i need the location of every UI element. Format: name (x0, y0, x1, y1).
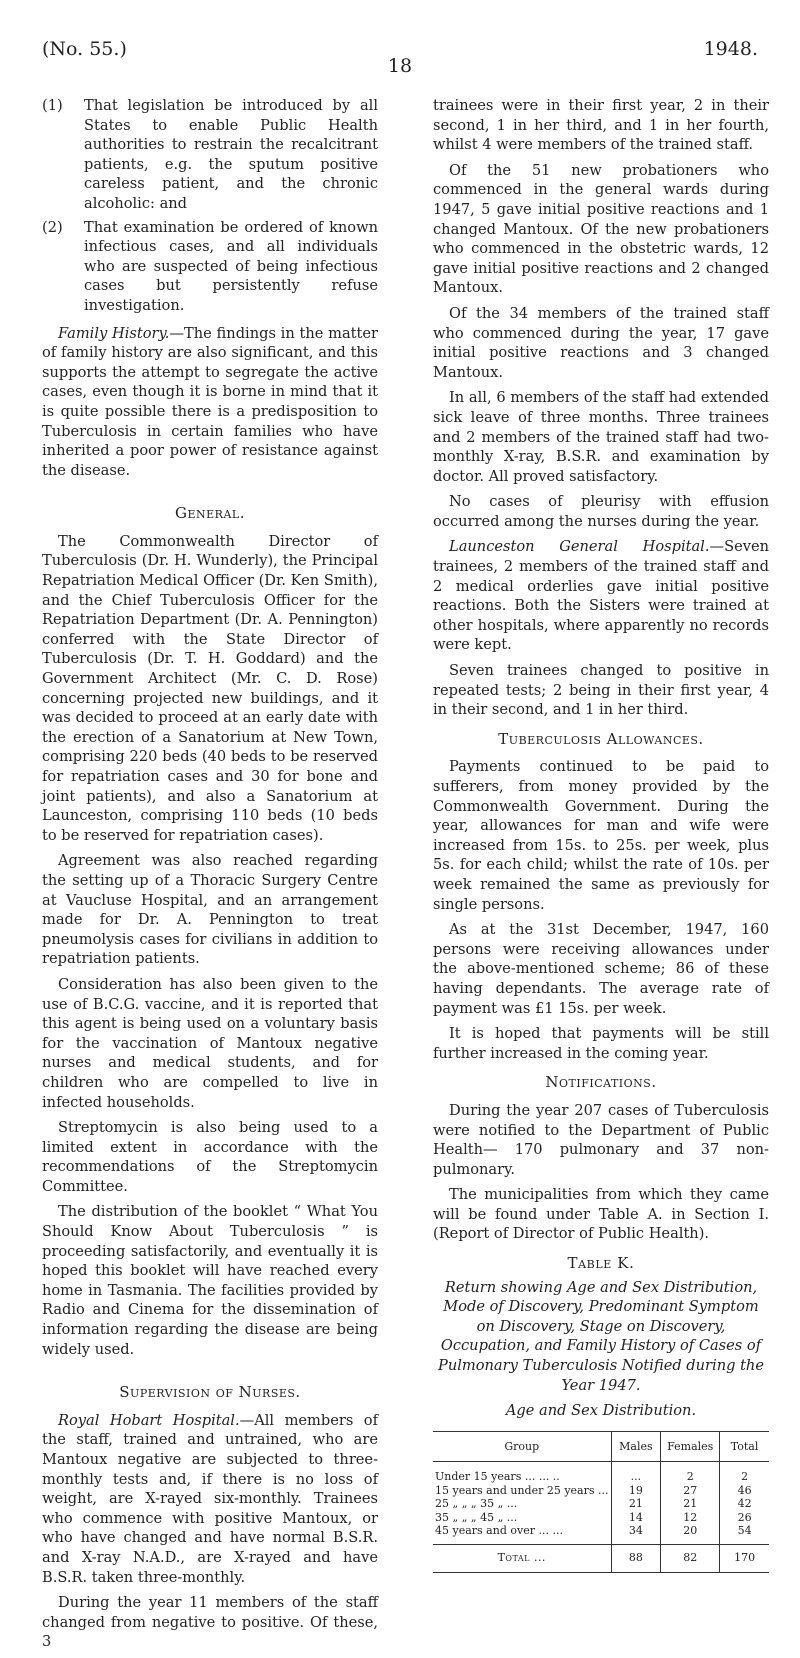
paragraph: The Commonwealth Director of Tuberculosis (Dr. H. Wunderly), the Principal Repatriation Medical Officer (Dr. Ken Smith), and the Chief Tuberculosis Officer for the Repatriation Department (Dr. A. Pennington) conferred with the State Director of Tuberculosis (Dr. T. H. Goddard) and the Government Architect (Mr. C. D. Rose) concerning projected new buildings, and it was decided to proceed at an early date with the erection of a Sanatorium at New Town, comprising 220 beds (40 beds to be reserved for repatriation cases and 30 for bone and joint patients), and also a Sanatorium at Launceston, comprising 110 beds (10 beds to be reserved for repatriation cases). (42, 532, 378, 844)
year-label: 1948. (703, 38, 758, 60)
paragraph: Streptomycin is also being used to a limited extent in accordance with the recommendations of the Streptomycin Committee. (42, 1119, 378, 1195)
table-row (433, 1511, 769, 1525)
family-history-text: —The findings in the matter of family history are also significant, and this supports the attempt to segregate the active cases, even though it is borne in mind that it is quite possible there is a predisposition to Tuberculosis in certain families who have inherited a poor power of resistance against the disease. (42, 324, 378, 479)
list-item-text: That legislation be introduced by all States to enable Public Health authorities to restrain the recalcitrant patients, e.g. the sputum positive careless patient, and the chronic alcoholic: and (84, 97, 378, 212)
paragraph: Of the 34 members of the trained staff who commenced during the year, 17 gave initial positive reactions and 3 changed Mantoux. (433, 304, 769, 381)
list-item-text: That examination be ordered of known infectious cases, and all individuals who are suspected of being infectious cases but persistently refuse investigation. (84, 218, 378, 314)
cell-females: 2 (661, 1462, 720, 1484)
paragraph: Payments continued to be paid to sufferers, from money provided by the Commonwealth Government. During the year, allowances for man and wife were increased from 15s. to 25s. per week, plus 5s. for each child; whilst the rate of 10s. per week remained the same as previously for single persons. (433, 758, 769, 913)
paragraph: Consideration has also been given to the use of B.C.G. vaccine, and it is reported that this agent is being used on a voluntary basis for the vaccination of Mantoux negative nurses and medical students, and for children who are compelled to live in infected households. (42, 975, 378, 1111)
notifications-heading: Notifications. (545, 1073, 657, 1092)
cell-males: ... (611, 1462, 661, 1484)
list-item (42, 218, 378, 316)
royal-hobart-label: Royal Hobart Hospital. (58, 1411, 240, 1429)
cell-grand-total: 170 (720, 1544, 769, 1573)
column-header-males: Males (611, 1431, 661, 1462)
left-column (42, 96, 378, 1658)
cell-males: 14 (611, 1511, 661, 1525)
cell-males: 34 (611, 1524, 661, 1544)
paragraph: trainees were in their first year, 2 in their second, 1 in her third, and 1 in her fourth, whilst 4 were members of the trained staff. (433, 97, 769, 154)
cell-group: 35 „ „ „ 45 „ ... (435, 1510, 518, 1524)
cell-total: 2 (720, 1462, 769, 1484)
table-row (433, 1524, 769, 1544)
list-item (42, 96, 378, 214)
launceston-label: Launceston General Hospital. (449, 538, 710, 556)
family-history-paragraph (42, 324, 378, 481)
page-number: 18 (387, 55, 413, 77)
paragraph: During the year 207 cases of Tuberculosis were notified to the Department of Public Health— 170 pulmonary and 37 non-pulmonary. (433, 1101, 769, 1178)
table-row (433, 1484, 769, 1498)
table-title: Table K. (567, 1254, 635, 1273)
table-row (433, 1462, 769, 1484)
supervision-heading: Supervision of Nurses. (119, 1383, 301, 1402)
table-total-row (433, 1544, 769, 1573)
paragraph: The distribution of the booklet “ What You Should Know About Tuberculosis ” is proceeding satisfactorily, and eventually it is hoped this booklet will have reached every home in Tasmania. The facilities provided by Radio and Cinema for the dissemination of information regarding the disease are being widely used. (42, 1203, 378, 1358)
paragraph: It is hoped that payments will be still further increased in the coming year. (433, 1025, 769, 1062)
right-column (433, 96, 769, 1573)
launceston-text: —Seven trainees, 2 members of the trained staff and 2 medical orderlies gave initial positive reactions. Both the Sisters were trained at other hospitals, where apparently no records were kept. (433, 538, 769, 654)
table-caption: Return showing Age and Sex Distribution, Mode of Discovery, Predominant Symptom on Discovery, Stage on Discovery, Occupation, and Family History of Cases of Pulmonary Tuberculosis Notified during the Year 1947. (438, 1278, 764, 1394)
paragraph: In all, 6 members of the staff had extended sick leave of three months. Three trainees and 2 members of the trained staff had two-monthly X-ray, B.S.R. and examination by doctor. All proved satisfactory. (433, 389, 769, 485)
paragraph: Of the 51 new probationers who commenced in the general wards during 1947, 5 gave initial positive reactions and 1 changed Mantoux. Of the new probationers who commenced in the obstetric wards, 12 gave initial positive reactions and 2 changed Mantoux. (433, 161, 769, 297)
table-row (433, 1497, 769, 1511)
cell-total-label: Total ... (433, 1544, 611, 1573)
list-item-number: (1) (42, 97, 63, 114)
cell-total-males: 88 (611, 1544, 661, 1573)
cell-males: 19 (611, 1484, 661, 1498)
table-header-row (433, 1431, 769, 1462)
cell-total: 26 (720, 1511, 769, 1525)
royal-hobart-text: —All members of the staff, trained and untrained, who are Mantoux negative are subjected to three-monthly tests and, if there is no loss of weight, are X-rayed six-monthly. Trainees who commence with positive Mantoux, or who have changed and have normal B.S.R. and X-ray N.A.D., are X-rayed and have B.S.R. taken three-monthly. (42, 1411, 378, 1586)
general-heading: General. (175, 504, 245, 523)
paragraph: During the year 11 members of the staff changed from negative to positive. Of these, 3 (42, 1594, 378, 1651)
cell-group: 45 years and over ... ... (435, 1524, 563, 1538)
cell-females: 27 (661, 1484, 720, 1498)
series-number: (No. 55.) (42, 38, 127, 60)
cell-group: 25 „ „ „ 35 „ ... (435, 1497, 518, 1511)
age-sex-table (433, 1431, 769, 1574)
cell-total: 54 (720, 1524, 769, 1544)
cell-males: 21 (611, 1497, 661, 1511)
paragraph: No cases of pleurisy with effusion occurred among the nurses during the year. (433, 493, 769, 530)
launceston-paragraph (433, 537, 769, 655)
royal-hobart-paragraph (42, 1411, 378, 1587)
cell-total: 42 (720, 1497, 769, 1511)
recommendation-list (42, 96, 378, 316)
table-subtitle: Age and Sex Distribution. (505, 1402, 697, 1420)
paragraph: The municipalities from which they came will be found under Table A. in Section I. (Report of Director of Public Health). (433, 1186, 769, 1243)
cell-females: 20 (661, 1524, 720, 1544)
family-history-label: Family History. (58, 324, 170, 342)
cell-total: 46 (720, 1484, 769, 1498)
list-item-number: (2) (42, 218, 63, 236)
column-header-total: Total (720, 1431, 769, 1462)
paragraph: As at the 31st December, 1947, 160 persons were receiving allowances under the above-mentioned scheme; 86 of these having dependants. The average rate of payment was £1 15s. per week. (433, 921, 769, 1017)
paragraph: Agreement was also reached regarding the setting up of a Thoracic Surgery Centre at Vaucluse Hospital, and an arrangement made for Dr. A. Pennington to treat pneumolysis cases for civilians in addition to repatriation patients. (42, 852, 378, 968)
paragraph: Seven trainees changed to positive in repeated tests; 2 being in their first year, 4 in their second, and 1 in her third. (433, 662, 769, 719)
cell-group: 15 years and under 25 years ... (435, 1483, 609, 1497)
column-header-females: Females (661, 1431, 720, 1462)
cell-females: 21 (661, 1497, 720, 1511)
cell-total-females: 82 (661, 1544, 720, 1573)
cell-group: Under 15 years ... ... .. (435, 1470, 560, 1484)
column-header-group: Group (433, 1431, 611, 1462)
cell-females: 12 (661, 1511, 720, 1525)
allowances-heading: Tuberculosis Allowances. (498, 729, 704, 748)
